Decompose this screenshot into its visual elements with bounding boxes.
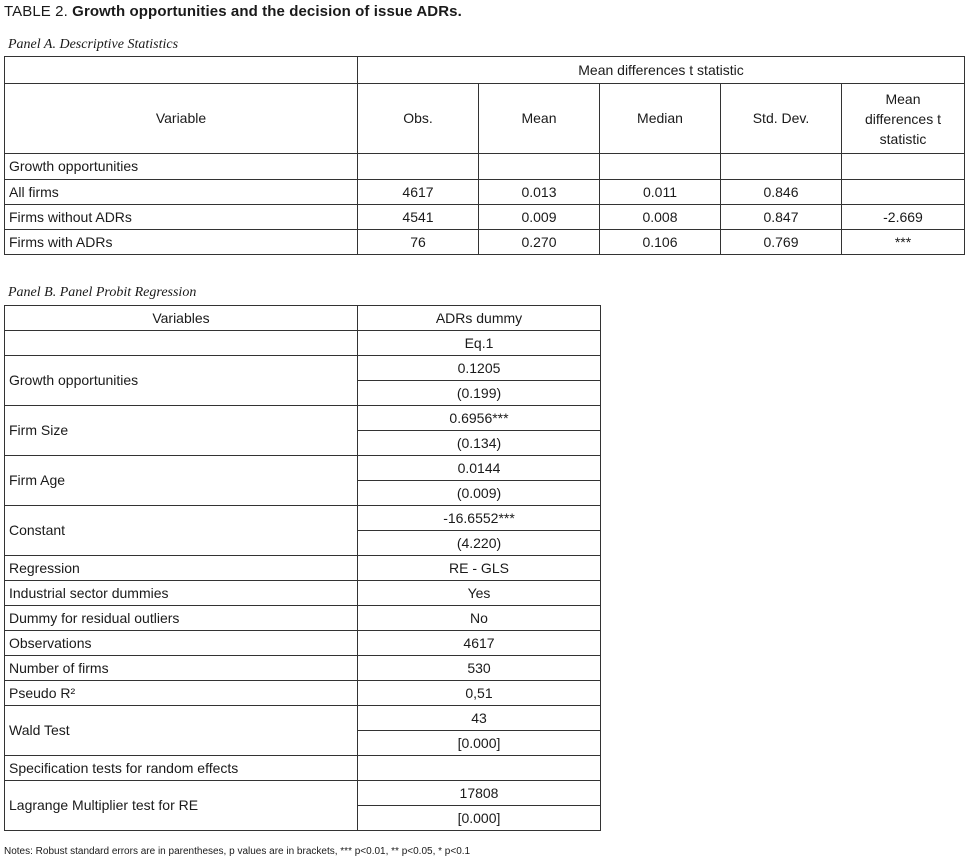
coef-row [5,356,601,381]
row-tstat: -2.669 [842,205,965,230]
variables-header: Variables [5,306,358,331]
row-std: 0.846 [721,180,842,205]
descriptive-statistics-table [4,56,965,255]
lm-row [5,781,601,806]
obs-header: Obs. [358,84,479,154]
header-blank-cell [5,57,358,84]
row-value: RE - GLS [358,556,601,581]
row-obs: 4541 [358,205,479,230]
equation-row [5,331,601,356]
row-tstat [842,180,965,205]
header-row [5,306,601,331]
t-statistic-header-line: differences t [864,110,941,127]
standard-error: (0.009) [358,481,601,506]
empty-cell [479,154,600,180]
mean-header: Mean [479,84,600,154]
table-title-text: Growth opportunities and the decision of issue ADRs. [72,3,462,20]
table-notes: Notes: Robust standard errors are in parentheses, p values are in brackets, *** p<0.01, ** p<0.05, * p<0.1 [4,846,471,857]
standard-error: (0.134) [358,431,601,456]
mean-differences-group-header: Mean differences t statistic [358,57,965,84]
coefficient: 0.1205 [358,356,601,381]
row-mean: 0.009 [479,205,600,230]
probit-regression-table [4,305,601,831]
row-obs: 76 [358,230,479,255]
section-label-row [5,154,965,180]
row-value: 530 [358,656,601,681]
empty-cell [358,756,601,781]
info-row [5,631,601,656]
t-statistic-header-line: Mean [885,90,921,107]
section-label: Growth opportunities [5,154,358,180]
row-median: 0.008 [600,205,721,230]
coef-row [5,456,601,481]
row-variable: Firm Size [5,406,358,456]
median-header: Median [600,84,721,154]
spec-row [5,756,601,781]
column-header-row [5,84,965,154]
row-variable: Number of firms [5,656,358,681]
row-variable: Firms without ADRs [5,205,358,230]
row-variable: Industrial sector dummies [5,581,358,606]
row-median: 0.106 [600,230,721,255]
row-variable: All firms [5,180,358,205]
empty-cell [721,154,842,180]
wald-row [5,706,601,731]
standard-error: (4.220) [358,531,601,556]
t-statistic-header [842,84,965,154]
row-value: 4617 [358,631,601,656]
table-row [5,180,965,205]
info-row [5,606,601,631]
row-variable: Firm Age [5,456,358,506]
coef-row [5,406,601,431]
row-variable: Constant [5,506,358,556]
table-title [4,3,462,20]
info-row [5,656,601,681]
row-variable: Firms with ADRs [5,230,358,255]
adrs-dummy-header: ADRs dummy [358,306,601,331]
lm-label: Lagrange Multiplier test for RE [5,781,358,831]
row-value: 0,51 [358,681,601,706]
wald-label: Wald Test [5,706,358,756]
info-row [5,681,601,706]
variable-header: Variable [5,84,358,154]
row-std: 0.769 [721,230,842,255]
lm-value: 17808 [358,781,601,806]
row-variable: Observations [5,631,358,656]
empty-cell [358,154,479,180]
row-median: 0.011 [600,180,721,205]
wald-value: 43 [358,706,601,731]
standard-error: (0.199) [358,381,601,406]
group-header-row [5,57,965,84]
coefficient: -16.6552*** [358,506,601,531]
panel-a-title: Panel A. Descriptive Statistics [8,37,179,52]
t-statistic-header-line: statistic [879,130,927,147]
empty-cell [600,154,721,180]
spec-label: Specification tests for random effects [5,756,358,781]
coefficient: 0.6956*** [358,406,601,431]
row-variable: Dummy for residual outliers [5,606,358,631]
equation-label: Eq.1 [358,331,601,356]
table-number: TABLE 2. [4,3,68,20]
row-variable: Regression [5,556,358,581]
row-variable: Pseudo R² [5,681,358,706]
empty-cell [842,154,965,180]
row-std: 0.847 [721,205,842,230]
info-row [5,556,601,581]
row-mean: 0.013 [479,180,600,205]
row-tstat: *** [842,230,965,255]
row-obs: 4617 [358,180,479,205]
std-dev-header: Std. Dev. [721,84,842,154]
row-value: Yes [358,581,601,606]
table-row [5,230,965,255]
panel-b-title: Panel B. Panel Probit Regression [8,285,197,300]
wald-p-value: [0.000] [358,731,601,756]
row-variable: Growth opportunities [5,356,358,406]
table-row [5,205,965,230]
lm-p-value: [0.000] [358,806,601,831]
coef-row [5,506,601,531]
coefficient: 0.0144 [358,456,601,481]
row-value: No [358,606,601,631]
empty-cell [5,331,358,356]
row-mean: 0.270 [479,230,600,255]
info-row [5,581,601,606]
